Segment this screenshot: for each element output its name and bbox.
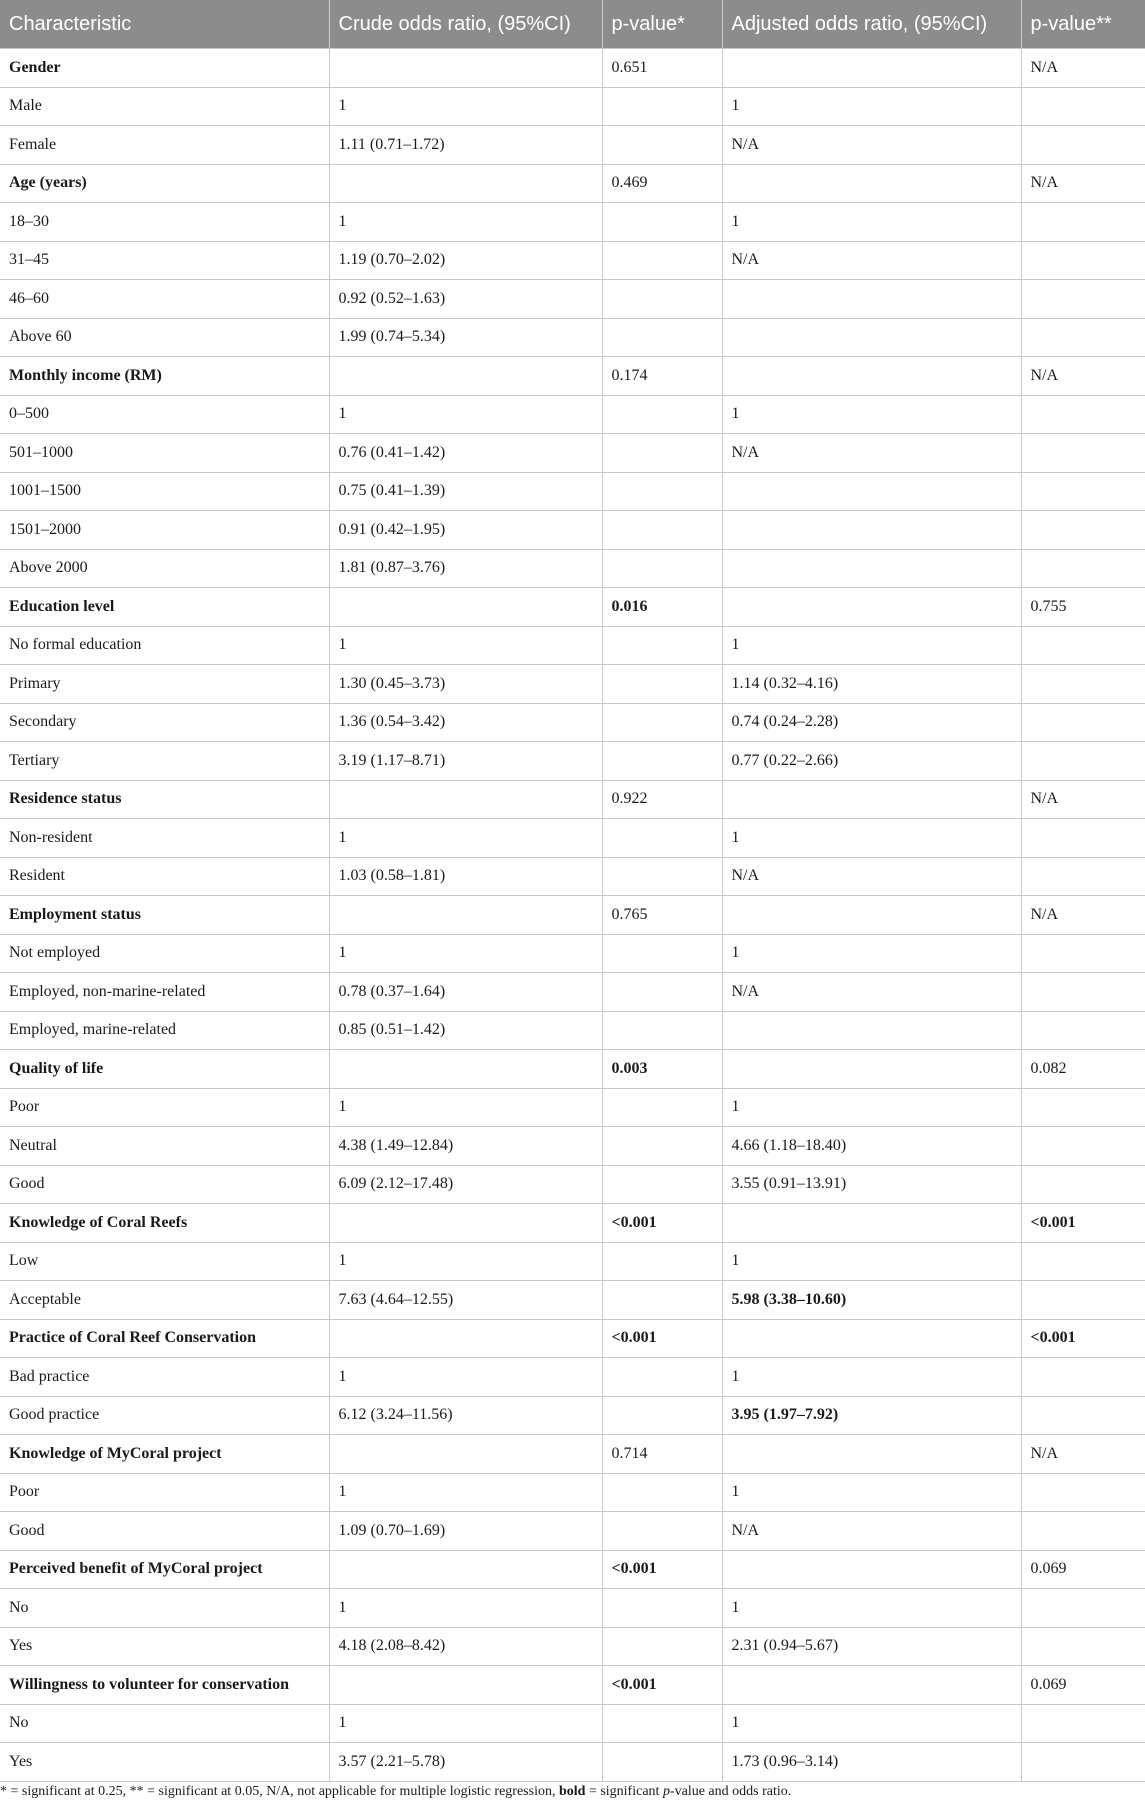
cell-adjusted-odds-ratio: 1 bbox=[722, 1589, 1021, 1628]
cell-p-value-crude: 0.765 bbox=[602, 896, 722, 935]
cell-p-value-adjusted bbox=[1021, 1088, 1145, 1127]
cell-crude-odds-ratio: 1 bbox=[329, 626, 602, 665]
cell-p-value-adjusted bbox=[1021, 1512, 1145, 1551]
cell-characteristic: Bad practice bbox=[0, 1358, 329, 1397]
cell-p-value-adjusted bbox=[1021, 819, 1145, 858]
cell-adjusted-odds-ratio: N/A bbox=[722, 241, 1021, 280]
cell-characteristic: Perceived benefit of MyCoral project bbox=[0, 1550, 329, 1589]
cell-adjusted-odds-ratio: 1 bbox=[722, 1088, 1021, 1127]
table-row bbox=[0, 87, 1145, 126]
cell-p-value-adjusted bbox=[1021, 665, 1145, 704]
table-row bbox=[0, 819, 1145, 858]
cell-adjusted-odds-ratio: N/A bbox=[722, 434, 1021, 473]
table-group-row bbox=[0, 1050, 1145, 1089]
cell-crude-odds-ratio bbox=[329, 588, 602, 627]
table-row bbox=[0, 1011, 1145, 1050]
cell-characteristic: No bbox=[0, 1704, 329, 1743]
cell-characteristic: Resident bbox=[0, 857, 329, 896]
cell-p-value-crude bbox=[602, 1743, 722, 1782]
cell-crude-odds-ratio: 0.92 (0.52–1.63) bbox=[329, 280, 602, 319]
cell-crude-odds-ratio: 1.36 (0.54–3.42) bbox=[329, 703, 602, 742]
cell-adjusted-odds-ratio: N/A bbox=[722, 126, 1021, 165]
cell-adjusted-odds-ratio: N/A bbox=[722, 973, 1021, 1012]
cell-crude-odds-ratio: 7.63 (4.64–12.55) bbox=[329, 1281, 602, 1320]
cell-crude-odds-ratio: 1.81 (0.87–3.76) bbox=[329, 549, 602, 588]
cell-characteristic: Yes bbox=[0, 1627, 329, 1666]
cell-p-value-adjusted: N/A bbox=[1021, 164, 1145, 203]
cell-adjusted-odds-ratio bbox=[722, 49, 1021, 88]
cell-p-value-crude bbox=[602, 626, 722, 665]
cell-characteristic: Education level bbox=[0, 588, 329, 627]
cell-p-value-adjusted: 0.082 bbox=[1021, 1050, 1145, 1089]
table-row bbox=[0, 1512, 1145, 1551]
table-row bbox=[0, 203, 1145, 242]
cell-p-value-crude: 0.714 bbox=[602, 1435, 722, 1474]
cell-p-value-crude bbox=[602, 1088, 722, 1127]
cell-p-value-adjusted bbox=[1021, 434, 1145, 473]
cell-crude-odds-ratio: 1 bbox=[329, 395, 602, 434]
cell-adjusted-odds-ratio bbox=[722, 357, 1021, 396]
cell-p-value-adjusted bbox=[1021, 742, 1145, 781]
cell-characteristic: No formal education bbox=[0, 626, 329, 665]
cell-p-value-adjusted bbox=[1021, 934, 1145, 973]
cell-characteristic: 0–500 bbox=[0, 395, 329, 434]
cell-crude-odds-ratio bbox=[329, 164, 602, 203]
cell-p-value-adjusted bbox=[1021, 241, 1145, 280]
cell-p-value-crude: <0.001 bbox=[602, 1550, 722, 1589]
cell-adjusted-odds-ratio: 1 bbox=[722, 1358, 1021, 1397]
cell-characteristic: Employed, non-marine-related bbox=[0, 973, 329, 1012]
cell-crude-odds-ratio: 0.76 (0.41–1.42) bbox=[329, 434, 602, 473]
cell-p-value-adjusted bbox=[1021, 626, 1145, 665]
cell-p-value-adjusted bbox=[1021, 1743, 1145, 1782]
cell-p-value-crude bbox=[602, 472, 722, 511]
cell-crude-odds-ratio: 1 bbox=[329, 203, 602, 242]
cell-p-value-crude bbox=[602, 1704, 722, 1743]
cell-p-value-crude bbox=[602, 280, 722, 319]
table-row bbox=[0, 1165, 1145, 1204]
cell-p-value-adjusted bbox=[1021, 1127, 1145, 1166]
cell-crude-odds-ratio bbox=[329, 1319, 602, 1358]
cell-p-value-crude bbox=[602, 1127, 722, 1166]
cell-p-value-crude bbox=[602, 857, 722, 896]
cell-adjusted-odds-ratio: 1 bbox=[722, 934, 1021, 973]
cell-characteristic: Quality of life bbox=[0, 1050, 329, 1089]
table-header-row bbox=[0, 0, 1145, 49]
cell-p-value-adjusted bbox=[1021, 1473, 1145, 1512]
cell-p-value-adjusted: 0.755 bbox=[1021, 588, 1145, 627]
cell-p-value-crude bbox=[602, 934, 722, 973]
cell-adjusted-odds-ratio bbox=[722, 1319, 1021, 1358]
cell-p-value-adjusted: N/A bbox=[1021, 896, 1145, 935]
cell-adjusted-odds-ratio: 1.73 (0.96–3.14) bbox=[722, 1743, 1021, 1782]
cell-p-value-adjusted bbox=[1021, 1627, 1145, 1666]
cell-crude-odds-ratio: 6.12 (3.24–11.56) bbox=[329, 1396, 602, 1435]
cell-crude-odds-ratio: 1.03 (0.58–1.81) bbox=[329, 857, 602, 896]
cell-characteristic: Knowledge of MyCoral project bbox=[0, 1435, 329, 1474]
header-p-value-crude: p-value* bbox=[602, 0, 722, 49]
cell-characteristic: Good practice bbox=[0, 1396, 329, 1435]
cell-adjusted-odds-ratio bbox=[722, 588, 1021, 627]
cell-p-value-adjusted bbox=[1021, 395, 1145, 434]
cell-crude-odds-ratio: 1 bbox=[329, 1358, 602, 1397]
cell-p-value-crude: <0.001 bbox=[602, 1666, 722, 1705]
table-row bbox=[0, 241, 1145, 280]
cell-adjusted-odds-ratio bbox=[722, 780, 1021, 819]
cell-crude-odds-ratio: 0.91 (0.42–1.95) bbox=[329, 511, 602, 550]
table-row bbox=[0, 1396, 1145, 1435]
cell-adjusted-odds-ratio bbox=[722, 1435, 1021, 1474]
cell-p-value-adjusted bbox=[1021, 87, 1145, 126]
footnote-bold-word: bold bbox=[558, 1784, 586, 1799]
table-row bbox=[0, 511, 1145, 550]
table-row bbox=[0, 1088, 1145, 1127]
cell-crude-odds-ratio bbox=[329, 896, 602, 935]
cell-p-value-crude bbox=[602, 126, 722, 165]
cell-characteristic: Acceptable bbox=[0, 1281, 329, 1320]
cell-adjusted-odds-ratio: 0.77 (0.22–2.66) bbox=[722, 742, 1021, 781]
cell-p-value-crude bbox=[602, 665, 722, 704]
cell-adjusted-odds-ratio: 1 bbox=[722, 626, 1021, 665]
cell-p-value-adjusted: N/A bbox=[1021, 780, 1145, 819]
table-row bbox=[0, 1473, 1145, 1512]
cell-p-value-adjusted bbox=[1021, 280, 1145, 319]
cell-p-value-crude: <0.001 bbox=[602, 1319, 722, 1358]
cell-adjusted-odds-ratio bbox=[722, 1666, 1021, 1705]
cell-adjusted-odds-ratio: 2.31 (0.94–5.67) bbox=[722, 1627, 1021, 1666]
table-row bbox=[0, 126, 1145, 165]
cell-characteristic: Poor bbox=[0, 1473, 329, 1512]
cell-p-value-crude: 0.469 bbox=[602, 164, 722, 203]
cell-characteristic: Knowledge of Coral Reefs bbox=[0, 1204, 329, 1243]
cell-characteristic: Above 2000 bbox=[0, 549, 329, 588]
cell-p-value-adjusted bbox=[1021, 857, 1145, 896]
cell-p-value-adjusted: <0.001 bbox=[1021, 1319, 1145, 1358]
cell-p-value-crude bbox=[602, 318, 722, 357]
cell-crude-odds-ratio: 0.85 (0.51–1.42) bbox=[329, 1011, 602, 1050]
cell-characteristic: Poor bbox=[0, 1088, 329, 1127]
table-group-row bbox=[0, 896, 1145, 935]
cell-crude-odds-ratio: 1 bbox=[329, 87, 602, 126]
cell-crude-odds-ratio bbox=[329, 1435, 602, 1474]
cell-crude-odds-ratio bbox=[329, 1204, 602, 1243]
cell-adjusted-odds-ratio bbox=[722, 1011, 1021, 1050]
cell-crude-odds-ratio: 1.19 (0.70–2.02) bbox=[329, 241, 602, 280]
cell-p-value-crude bbox=[602, 1281, 722, 1320]
cell-crude-odds-ratio: 1 bbox=[329, 819, 602, 858]
cell-p-value-adjusted bbox=[1021, 1242, 1145, 1281]
table-row bbox=[0, 318, 1145, 357]
cell-characteristic: Residence status bbox=[0, 780, 329, 819]
table-row bbox=[0, 1281, 1145, 1320]
cell-adjusted-odds-ratio: 1 bbox=[722, 1473, 1021, 1512]
cell-adjusted-odds-ratio: 1 bbox=[722, 1704, 1021, 1743]
cell-crude-odds-ratio bbox=[329, 49, 602, 88]
cell-p-value-adjusted bbox=[1021, 1281, 1145, 1320]
cell-crude-odds-ratio: 3.57 (2.21–5.78) bbox=[329, 1743, 602, 1782]
footnote-italic-p: p bbox=[662, 1784, 670, 1799]
cell-p-value-crude bbox=[602, 434, 722, 473]
cell-characteristic: Non-resident bbox=[0, 819, 329, 858]
cell-p-value-crude bbox=[602, 549, 722, 588]
cell-adjusted-odds-ratio bbox=[722, 1050, 1021, 1089]
table-row bbox=[0, 1743, 1145, 1782]
table-row bbox=[0, 1589, 1145, 1628]
cell-crude-odds-ratio: 1.09 (0.70–1.69) bbox=[329, 1512, 602, 1551]
cell-p-value-crude bbox=[602, 1512, 722, 1551]
cell-p-value-crude: 0.003 bbox=[602, 1050, 722, 1089]
cell-characteristic: No bbox=[0, 1589, 329, 1628]
table-row bbox=[0, 1627, 1145, 1666]
cell-adjusted-odds-ratio: N/A bbox=[722, 857, 1021, 896]
table-group-row bbox=[0, 1319, 1145, 1358]
cell-adjusted-odds-ratio bbox=[722, 1204, 1021, 1243]
cell-crude-odds-ratio: 1.99 (0.74–5.34) bbox=[329, 318, 602, 357]
cell-characteristic: 46–60 bbox=[0, 280, 329, 319]
cell-p-value-crude bbox=[602, 203, 722, 242]
cell-adjusted-odds-ratio: 4.66 (1.18–18.40) bbox=[722, 1127, 1021, 1166]
cell-crude-odds-ratio: 4.18 (2.08–8.42) bbox=[329, 1627, 602, 1666]
table-row bbox=[0, 973, 1145, 1012]
cell-crude-odds-ratio: 1 bbox=[329, 1088, 602, 1127]
cell-adjusted-odds-ratio: 1 bbox=[722, 819, 1021, 858]
cell-adjusted-odds-ratio bbox=[722, 164, 1021, 203]
cell-crude-odds-ratio bbox=[329, 1550, 602, 1589]
cell-characteristic: Monthly income (RM) bbox=[0, 357, 329, 396]
cell-adjusted-odds-ratio: 3.95 (1.97–7.92) bbox=[722, 1396, 1021, 1435]
cell-p-value-crude bbox=[602, 703, 722, 742]
cell-crude-odds-ratio bbox=[329, 1050, 602, 1089]
cell-p-value-crude bbox=[602, 1473, 722, 1512]
cell-p-value-adjusted bbox=[1021, 1589, 1145, 1628]
cell-characteristic: 1501–2000 bbox=[0, 511, 329, 550]
table-group-row bbox=[0, 357, 1145, 396]
cell-p-value-adjusted bbox=[1021, 1165, 1145, 1204]
cell-characteristic: 1001–1500 bbox=[0, 472, 329, 511]
cell-p-value-adjusted bbox=[1021, 973, 1145, 1012]
cell-crude-odds-ratio bbox=[329, 780, 602, 819]
cell-characteristic: Not employed bbox=[0, 934, 329, 973]
cell-p-value-crude: 0.651 bbox=[602, 49, 722, 88]
table-row bbox=[0, 1704, 1145, 1743]
cell-p-value-crude bbox=[602, 1242, 722, 1281]
cell-crude-odds-ratio: 3.19 (1.17–8.71) bbox=[329, 742, 602, 781]
header-characteristic: Characteristic bbox=[0, 0, 329, 49]
table-group-row bbox=[0, 1666, 1145, 1705]
table-row bbox=[0, 1358, 1145, 1397]
cell-p-value-crude bbox=[602, 819, 722, 858]
table-row bbox=[0, 280, 1145, 319]
cell-p-value-adjusted bbox=[1021, 472, 1145, 511]
cell-characteristic: Above 60 bbox=[0, 318, 329, 357]
table-row bbox=[0, 934, 1145, 973]
table-row bbox=[0, 1242, 1145, 1281]
cell-p-value-adjusted: <0.001 bbox=[1021, 1204, 1145, 1243]
cell-characteristic: Low bbox=[0, 1242, 329, 1281]
cell-characteristic: Willingness to volunteer for conservation bbox=[0, 1666, 329, 1705]
cell-p-value-adjusted bbox=[1021, 549, 1145, 588]
cell-p-value-crude bbox=[602, 1589, 722, 1628]
table-row bbox=[0, 1127, 1145, 1166]
cell-p-value-adjusted bbox=[1021, 203, 1145, 242]
table-row bbox=[0, 626, 1145, 665]
table-body bbox=[0, 49, 1145, 1782]
cell-adjusted-odds-ratio bbox=[722, 511, 1021, 550]
table-row bbox=[0, 742, 1145, 781]
cell-characteristic: Age (years) bbox=[0, 164, 329, 203]
table-row bbox=[0, 434, 1145, 473]
cell-p-value-crude bbox=[602, 1358, 722, 1397]
cell-p-value-crude bbox=[602, 1627, 722, 1666]
table-row bbox=[0, 703, 1145, 742]
cell-p-value-adjusted: N/A bbox=[1021, 1435, 1145, 1474]
footnote-text-1: * = significant at 0.25, ** = significant at 0.05, N/A, not applicable for multiple logistic regression, bbox=[0, 1784, 559, 1799]
cell-p-value-adjusted: 0.069 bbox=[1021, 1550, 1145, 1589]
cell-characteristic: 31–45 bbox=[0, 241, 329, 280]
table-group-row bbox=[0, 1435, 1145, 1474]
cell-p-value-crude bbox=[602, 1396, 722, 1435]
cell-characteristic: Good bbox=[0, 1165, 329, 1204]
cell-p-value-crude: 0.174 bbox=[602, 357, 722, 396]
cell-p-value-adjusted bbox=[1021, 1396, 1145, 1435]
table-row bbox=[0, 395, 1145, 434]
cell-adjusted-odds-ratio: 1.14 (0.32–4.16) bbox=[722, 665, 1021, 704]
cell-characteristic: Practice of Coral Reef Conservation bbox=[0, 1319, 329, 1358]
cell-adjusted-odds-ratio: 1 bbox=[722, 87, 1021, 126]
cell-p-value-adjusted bbox=[1021, 1704, 1145, 1743]
cell-characteristic: Secondary bbox=[0, 703, 329, 742]
cell-adjusted-odds-ratio: 5.98 (3.38–10.60) bbox=[722, 1281, 1021, 1320]
cell-adjusted-odds-ratio: 0.74 (0.24–2.28) bbox=[722, 703, 1021, 742]
cell-p-value-adjusted bbox=[1021, 703, 1145, 742]
table-group-row bbox=[0, 49, 1145, 88]
cell-crude-odds-ratio: 1 bbox=[329, 1704, 602, 1743]
cell-characteristic: Female bbox=[0, 126, 329, 165]
table-row bbox=[0, 549, 1145, 588]
table-group-row bbox=[0, 588, 1145, 627]
cell-characteristic: Yes bbox=[0, 1743, 329, 1782]
table-group-row bbox=[0, 1550, 1145, 1589]
footnote-text-3: -value and odds ratio. bbox=[669, 1784, 792, 1799]
cell-adjusted-odds-ratio bbox=[722, 1550, 1021, 1589]
cell-p-value-crude: <0.001 bbox=[602, 1204, 722, 1243]
cell-p-value-crude bbox=[602, 742, 722, 781]
cell-crude-odds-ratio: 1.11 (0.71–1.72) bbox=[329, 126, 602, 165]
cell-crude-odds-ratio: 0.75 (0.41–1.39) bbox=[329, 472, 602, 511]
cell-adjusted-odds-ratio bbox=[722, 472, 1021, 511]
cell-p-value-crude bbox=[602, 973, 722, 1012]
cell-characteristic: Male bbox=[0, 87, 329, 126]
cell-adjusted-odds-ratio bbox=[722, 549, 1021, 588]
cell-p-value-adjusted bbox=[1021, 126, 1145, 165]
cell-crude-odds-ratio bbox=[329, 357, 602, 396]
cell-p-value-crude bbox=[602, 511, 722, 550]
cell-p-value-adjusted: N/A bbox=[1021, 49, 1145, 88]
table-row bbox=[0, 857, 1145, 896]
cell-crude-odds-ratio: 1 bbox=[329, 1473, 602, 1512]
cell-p-value-crude bbox=[602, 241, 722, 280]
cell-crude-odds-ratio: 1 bbox=[329, 1589, 602, 1628]
cell-crude-odds-ratio: 1 bbox=[329, 934, 602, 973]
cell-crude-odds-ratio: 4.38 (1.49–12.84) bbox=[329, 1127, 602, 1166]
cell-p-value-adjusted bbox=[1021, 1358, 1145, 1397]
header-p-value-adjusted: p-value** bbox=[1021, 0, 1145, 49]
footnote-text-2: = significant bbox=[585, 1784, 663, 1799]
table-row bbox=[0, 665, 1145, 704]
table-group-row bbox=[0, 780, 1145, 819]
cell-characteristic: Gender bbox=[0, 49, 329, 88]
table-footnote bbox=[0, 1784, 1145, 1800]
cell-characteristic: 501–1000 bbox=[0, 434, 329, 473]
cell-crude-odds-ratio: 0.78 (0.37–1.64) bbox=[329, 973, 602, 1012]
cell-adjusted-odds-ratio: N/A bbox=[722, 1512, 1021, 1551]
cell-adjusted-odds-ratio bbox=[722, 896, 1021, 935]
cell-crude-odds-ratio: 1.30 (0.45–3.73) bbox=[329, 665, 602, 704]
cell-p-value-adjusted bbox=[1021, 318, 1145, 357]
header-adjusted-odds-ratio: Adjusted odds ratio, (95%CI) bbox=[722, 0, 1021, 49]
cell-crude-odds-ratio: 1 bbox=[329, 1242, 602, 1281]
cell-p-value-adjusted: 0.069 bbox=[1021, 1666, 1145, 1705]
cell-p-value-crude bbox=[602, 395, 722, 434]
cell-characteristic: Primary bbox=[0, 665, 329, 704]
cell-adjusted-odds-ratio: 1 bbox=[722, 395, 1021, 434]
cell-crude-odds-ratio: 6.09 (2.12–17.48) bbox=[329, 1165, 602, 1204]
table-row bbox=[0, 472, 1145, 511]
cell-p-value-crude: 0.016 bbox=[602, 588, 722, 627]
cell-p-value-adjusted: N/A bbox=[1021, 357, 1145, 396]
cell-adjusted-odds-ratio bbox=[722, 280, 1021, 319]
cell-p-value-adjusted bbox=[1021, 1011, 1145, 1050]
cell-adjusted-odds-ratio: 3.55 (0.91–13.91) bbox=[722, 1165, 1021, 1204]
cell-characteristic: Neutral bbox=[0, 1127, 329, 1166]
cell-p-value-crude: 0.922 bbox=[602, 780, 722, 819]
cell-characteristic: Good bbox=[0, 1512, 329, 1551]
cell-p-value-adjusted bbox=[1021, 511, 1145, 550]
cell-characteristic: 18–30 bbox=[0, 203, 329, 242]
cell-characteristic: Employment status bbox=[0, 896, 329, 935]
header-crude-odds-ratio: Crude odds ratio, (95%CI) bbox=[329, 0, 602, 49]
cell-characteristic: Employed, marine-related bbox=[0, 1011, 329, 1050]
cell-adjusted-odds-ratio bbox=[722, 318, 1021, 357]
cell-adjusted-odds-ratio: 1 bbox=[722, 203, 1021, 242]
table-group-row bbox=[0, 1204, 1145, 1243]
table-group-row bbox=[0, 164, 1145, 203]
cell-crude-odds-ratio bbox=[329, 1666, 602, 1705]
cell-adjusted-odds-ratio: 1 bbox=[722, 1242, 1021, 1281]
cell-p-value-crude bbox=[602, 87, 722, 126]
cell-p-value-crude bbox=[602, 1011, 722, 1050]
cell-p-value-crude bbox=[602, 1165, 722, 1204]
cell-characteristic: Tertiary bbox=[0, 742, 329, 781]
